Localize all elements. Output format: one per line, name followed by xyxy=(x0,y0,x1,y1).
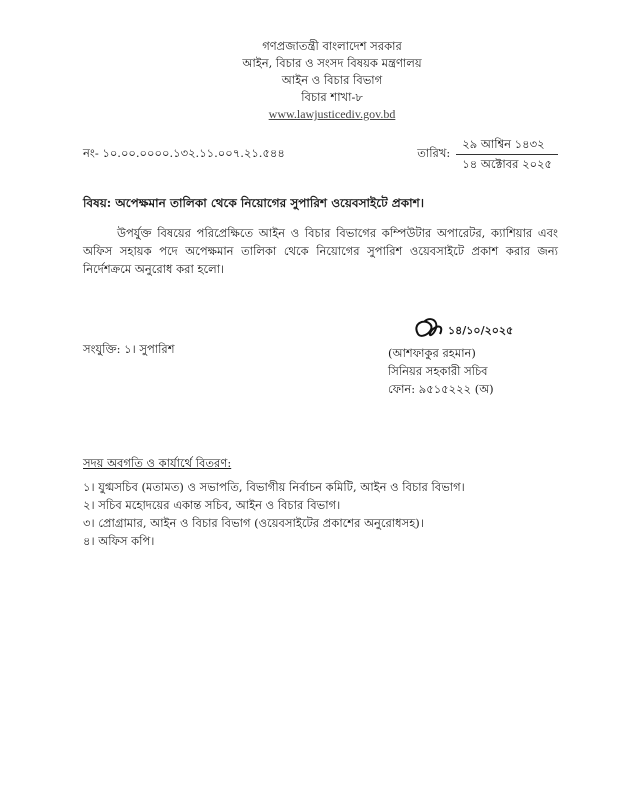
signature-date: ১৪/১০/২০২৫ xyxy=(448,324,514,337)
signatory-name: (আশফাকুর রহমান) xyxy=(388,346,476,360)
body-paragraph xyxy=(83,224,558,278)
signature-line xyxy=(412,318,558,344)
header-division: আইন ও বিচার বিভাগ xyxy=(281,73,383,87)
reference-number: নং- ১০.০০.০০০০.১৩২.১১.০০৭.২১.৫৪৪ xyxy=(83,145,285,160)
reference-date-row xyxy=(83,135,558,173)
subject-line: বিষয়: অপেক্ষমান তালিকা থেকে নিয়োগের সুপারিশ ওয়েবসাইটে প্রকাশ। xyxy=(83,196,425,210)
list-item: ৪। অফিস কপি। xyxy=(83,534,155,548)
distribution-heading: সদয় অবগতি ও কার্যার্থে বিতরণ: xyxy=(83,456,232,470)
distribution-list xyxy=(83,478,558,550)
attachment-line: সংযুক্তি: ১। সুপারিশ xyxy=(83,342,175,356)
attachment-signature-row xyxy=(83,318,558,398)
signatory-phone: ফোন: ৯৫১৫২২২ (অ) xyxy=(388,382,494,396)
letterhead xyxy=(83,38,581,123)
header-government: গণপ্রজাতন্ত্রী বাংলাদেশ সরকার xyxy=(262,39,402,53)
date-gregorian: ১৪ অক্টোবর ২০২৫ xyxy=(462,157,552,171)
header-section: বিচার শাখা-৮ xyxy=(301,90,363,104)
date-bangla: ২৯ আশ্বিন ১৪৩২ xyxy=(456,135,558,155)
date-label: তারিখ: xyxy=(417,145,451,160)
list-item: ১। যুগ্মসচিব (মতামত) ও সভাপতি, বিভাগীয় নির্বাচন কমিটি, আইন ও বিচার বিভাগ। xyxy=(83,480,465,494)
header-ministry: আইন, বিচার ও সংসদ বিষয়ক মন্ত্রণালয় xyxy=(242,56,422,70)
signature xyxy=(412,318,446,344)
signatory-block xyxy=(388,318,558,398)
body-text: উপর্যুক্ত বিষয়ের পরিপ্রেক্ষিতে আইন ও বিচার বিভাগের কম্পিউটার অপারেটর, ক্যাশিয়ার এবং অফিস সহায়ক পদে অপেক্ষমান তালিকা থেকে নিয়োগের সুপারিশ ওয়েবসাইটে প্রকাশ করার জন্য নির্দেশক্রমে অনুরোধ করা হলো। xyxy=(83,226,558,276)
signatory-designation: সিনিয়র সহকারী সচিব xyxy=(388,364,488,378)
list-item: ২। সচিব মহোদয়ের একান্ত সচিব, আইন ও বিচার বিভাগ। xyxy=(83,498,341,512)
list-item: ৩। প্রোগ্রামার, আইন ও বিচার বিভাগ (ওয়েবসাইটের প্রকাশের অনুরোধসহ)। xyxy=(83,516,424,530)
date-block xyxy=(417,135,558,173)
website-link[interactable]: www.lawjusticediv.gov.bd xyxy=(268,107,396,121)
